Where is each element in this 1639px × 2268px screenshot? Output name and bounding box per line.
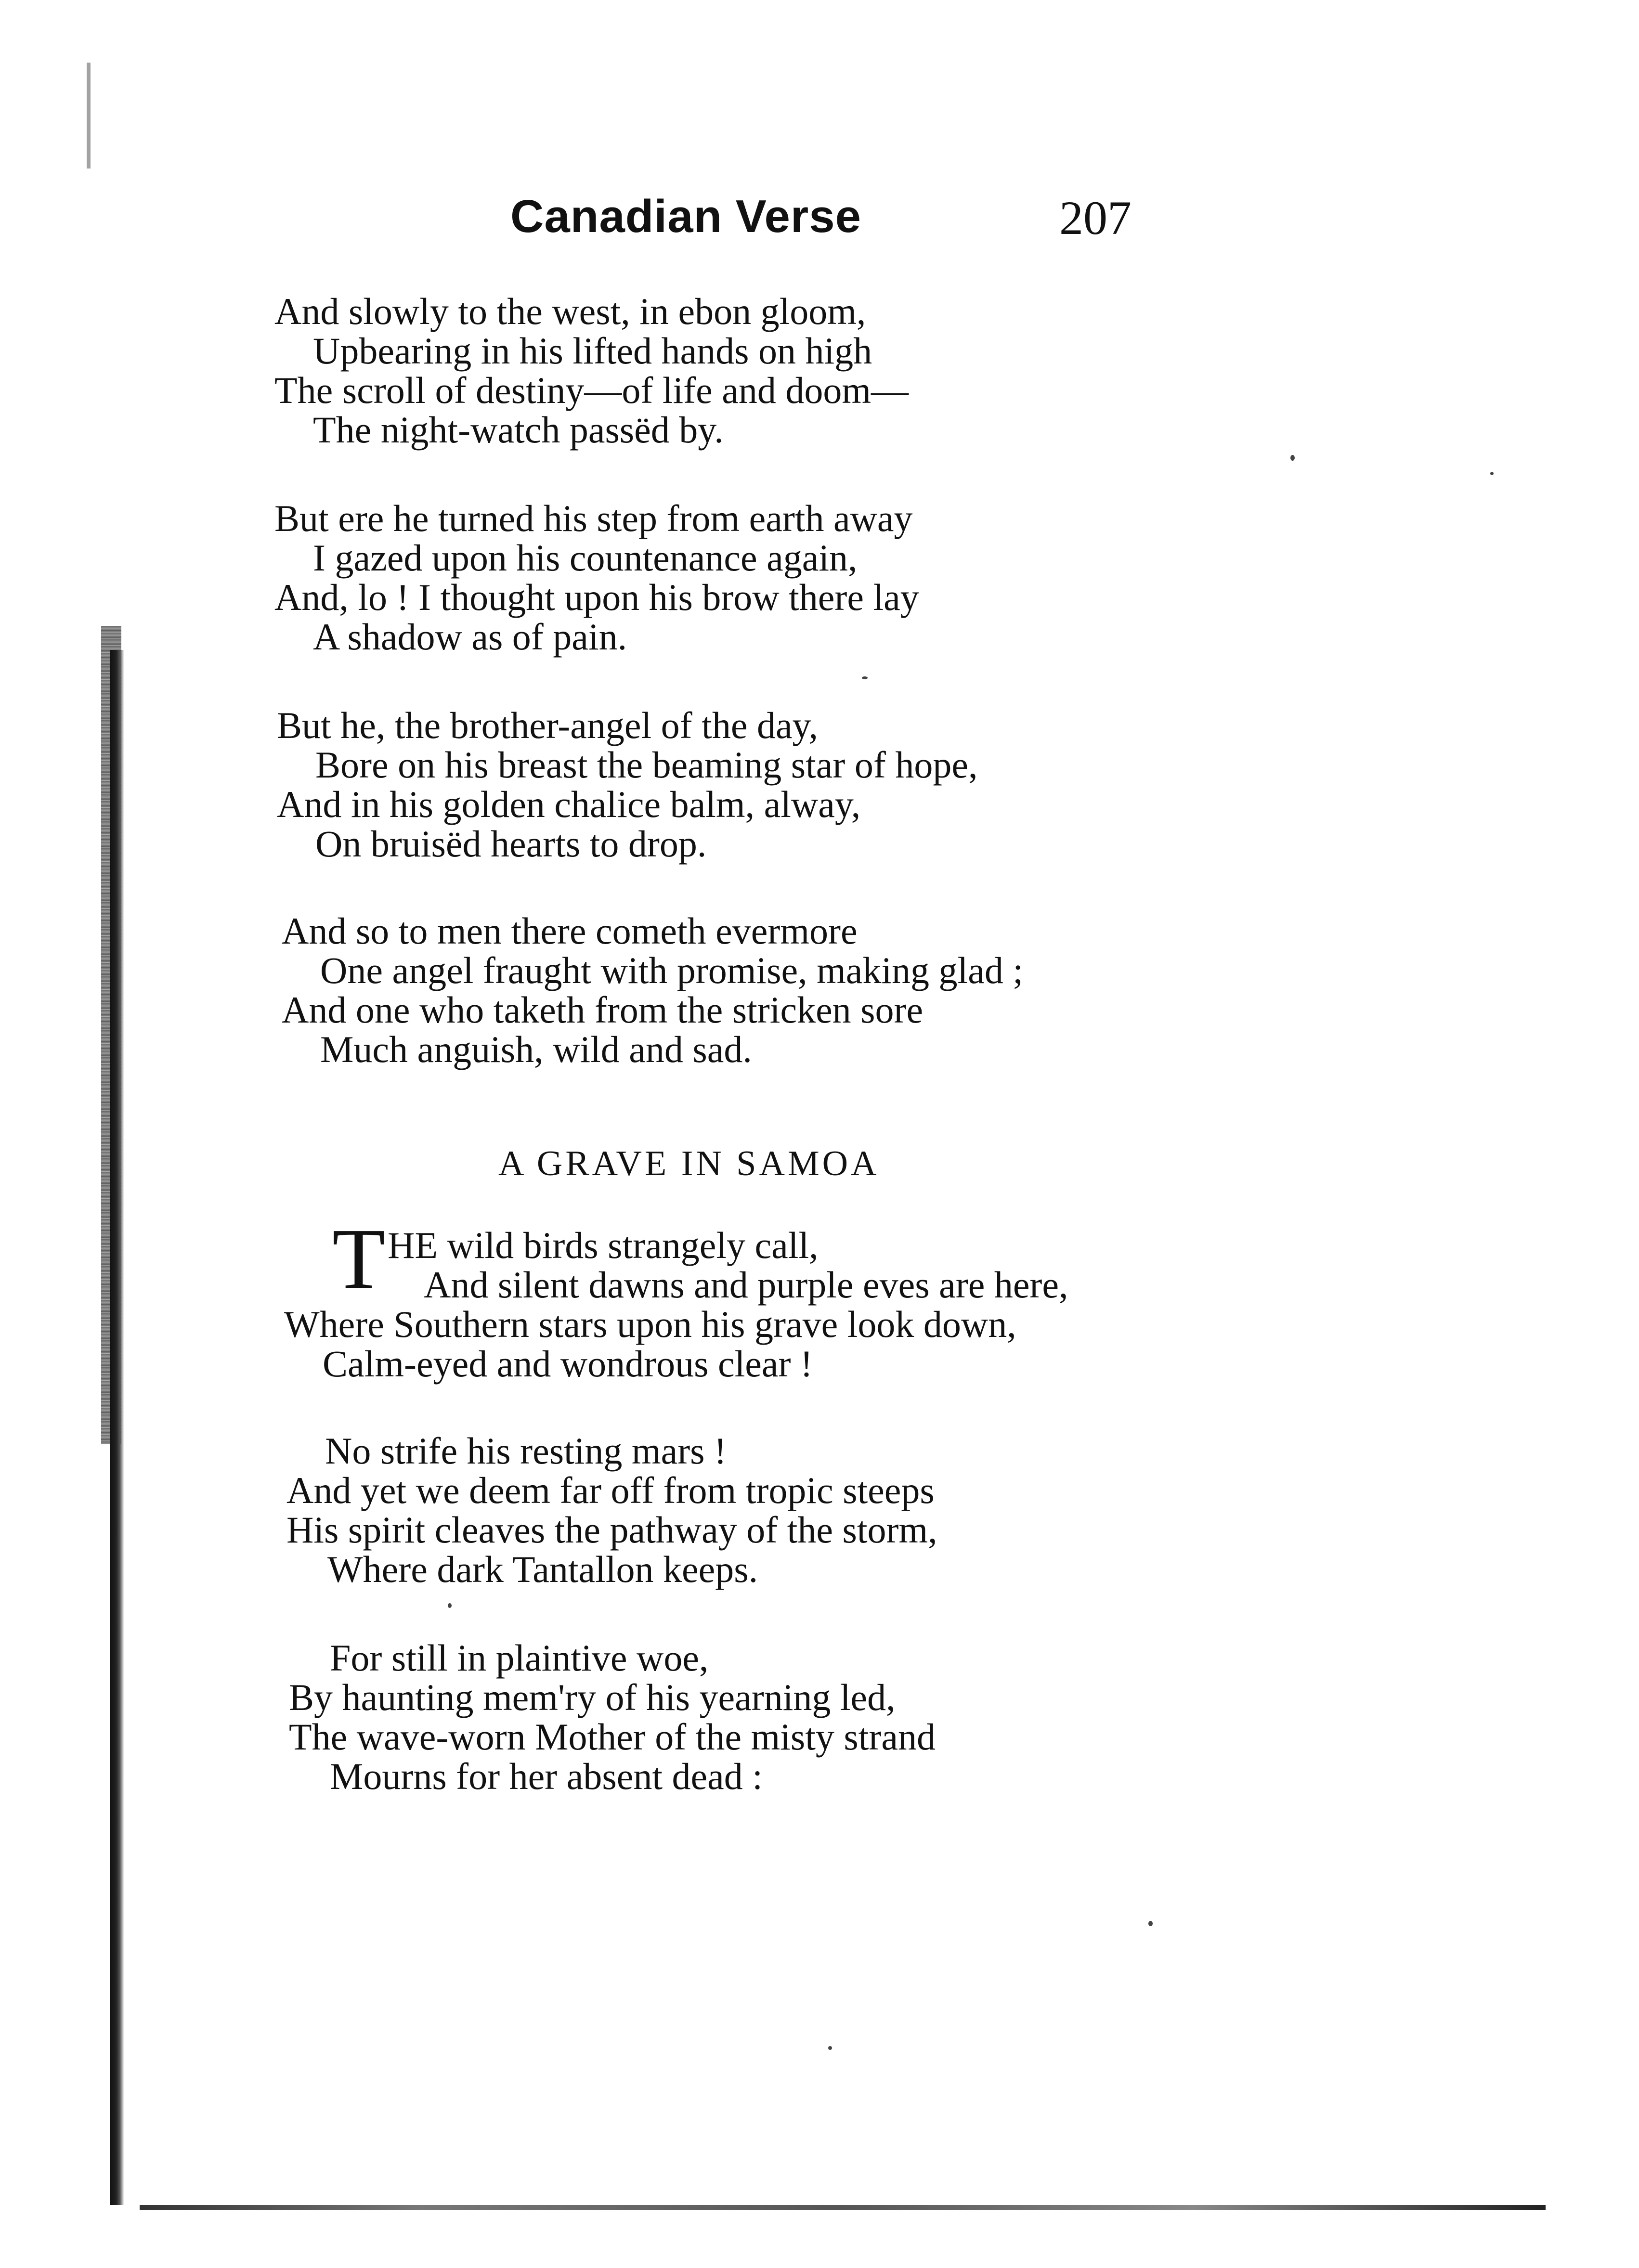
poem-line: But he, the brother-angel of the day, <box>277 704 818 746</box>
scan-speck <box>1490 472 1494 475</box>
poem-line: And slowly to the west, in ebon gloom, <box>274 290 866 332</box>
bottom-rule <box>140 2205 1546 2210</box>
running-head <box>0 190 1639 248</box>
poem-line: And in his golden chalice balm, alway, <box>277 783 861 825</box>
poem-line: And yet we deem far off from tropic steeps <box>286 1469 935 1511</box>
poem-line: By haunting mem'ry of his yearning led, <box>289 1676 896 1718</box>
poem-line: Where dark Tantallon keeps. <box>327 1548 758 1590</box>
poem-line: Bore on his breast the beaming star of hope, <box>315 744 978 786</box>
poem-line: And one who taketh from the stricken sore <box>282 989 924 1031</box>
poem-line: And silent dawns and purple eves are here, <box>424 1264 1068 1306</box>
poem-line: The night-watch passëd by. <box>313 409 724 451</box>
poem-line: I gazed upon his countenance again, <box>313 537 858 579</box>
poem-line: The scroll of destiny—of life and doom— <box>274 369 909 411</box>
poem-line: And so to men there cometh evermore <box>282 910 858 952</box>
scan-speck <box>1290 455 1295 461</box>
poem-line: Mourns for her absent dead : <box>330 1755 763 1797</box>
poem-line: No strife his resting mars ! <box>325 1430 727 1472</box>
scan-speck <box>828 2046 832 2050</box>
poem-line: A shadow as of pain. <box>313 616 627 658</box>
scan-speck <box>448 1603 452 1608</box>
poem-line: One angel fraught with promise, making glad ; <box>320 949 1023 991</box>
binding-edge-mark <box>87 63 91 168</box>
binding-edge-shadow <box>110 650 124 2205</box>
poem-line: For still in plaintive woe, <box>330 1637 709 1679</box>
drop-cap: T <box>332 1211 385 1307</box>
poem-line: Much anguish, wild and sad. <box>320 1028 752 1070</box>
poem-line: Calm-eyed and wondrous clear ! <box>323 1343 813 1385</box>
scan-speck <box>862 676 868 679</box>
poem-line: The wave-worn Mother of the misty strand <box>289 1716 936 1758</box>
poem-line: Upbearing in his lifted hands on high <box>313 330 872 372</box>
page-number: 207 <box>1059 191 1132 245</box>
poem-line: His spirit cleaves the pathway of the storm, <box>286 1509 937 1551</box>
poem-line: Where Southern stars upon his grave look down, <box>284 1303 1016 1345</box>
poem-line: But ere he turned his step from earth away <box>274 497 913 539</box>
running-head-title: Canadian Verse <box>510 191 862 242</box>
poem-title: A GRAVE IN SAMOA <box>498 1144 880 1183</box>
poem-line: And, lo ! I thought upon his brow there lay <box>274 576 919 618</box>
poem-line: On bruisëd hearts to drop. <box>315 823 707 865</box>
scan-speck <box>1148 1921 1153 1926</box>
poem-line: HE wild birds strangely call, <box>388 1224 819 1266</box>
